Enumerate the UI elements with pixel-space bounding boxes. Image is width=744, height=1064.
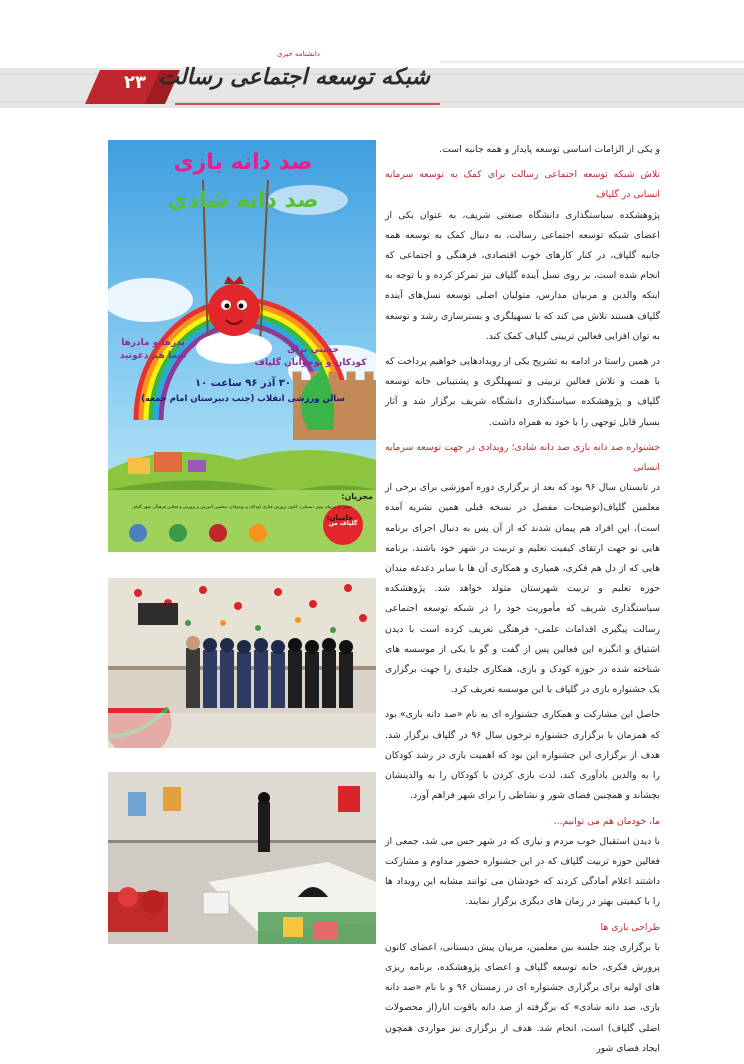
poster-venue: سالن ورزشی انقلاب (جنب دبیرستان امام جمعه) bbox=[141, 394, 345, 404]
article-paragraph-2: در همین راستا در ادامه به تشریح یکی از رویدادهایی خواهیم پرداخت که با همت و تلاش فعالین تربیتی و تسهیلگری و پشتیبانی خانه توسعه گلپاف و پژوهشکده سیاستگذاری دانشگاه شریف برگزار شد و آثار بسیار قابل توجهی را با خود به همراه داشت. bbox=[385, 356, 660, 428]
poster-invite-2: کودکان و نوجوانان گلپاف bbox=[254, 358, 367, 368]
article-paragraph-5: با دیدن استقبال خوب مردم و نیازی که در شهر حس می شد، جمعی از فعالین حوزه تربیت گلپاف که در این جشنواره حضور مداوم و مشارکت داشتند اعلام آمادگی کردند که خودشان می توانند مشابه این رویداد ها را با کیفیتی بهتر در زمان های دیگری برگزار نمایند. bbox=[385, 835, 660, 908]
magazine-title: شبکه توسعه اجتماعی رسالت bbox=[158, 64, 430, 90]
poster-organizers-text: جمعی از مربیان پیش دبستانی، کانون پرورش فکری کودکان و نوجوانان، معلمین آموزش و پرورش و فعالین فرهنگی شهر گلپاف bbox=[131, 504, 353, 509]
article-paragraph-6: با برگزاری چند جلسه بین معلمین، مربیان پیش دبستانی، اعضای کانون پرورش فکری، خانه توسعه گلپاف و اعضای پژوهشکده، برنامه ریزی های اولیه برای برگزاری جشنواره ای در زمستان ۹۶ و با نام «صد دانه بازی، صد دانه شادی» که برگرفته از صد دانه یاقوت انار(از محصولات اصلی گلپاف) است، انجام شد. هدف از برگزاری نیز مواردی همچون ایجاد فضای شور bbox=[385, 941, 661, 1054]
article-subheading-2: جشنواره صد دانه بازی صد دانه شادی؛ رویدادی در جهت توسعه سرمایه انسانی bbox=[385, 441, 660, 474]
poster-parents-1: پدرها و مادرها bbox=[121, 338, 185, 348]
poster-organizers-label: مجریان: bbox=[341, 492, 373, 501]
issue-label: دانشنامه خیری bbox=[276, 50, 320, 58]
article-paragraph-0: و یکی از الزامات اساسی توسعه پایدار و همه جانبه است. bbox=[439, 144, 660, 155]
poster-date: ۳۰ آذر ۹۶ ساعت ۱۰ bbox=[195, 378, 291, 389]
article-body bbox=[385, 140, 660, 1064]
article-subheading-3: ما، خودمان هم می توانیم... bbox=[553, 815, 660, 827]
article-paragraph-4: حاصل این مشارکت و همکاری جشنواره ای به نام «صد دانه بازی» بود که همزمان با برگزاری جشنواره ترخون سال ۹۶ در گلپاف برگزار شد. هدف از برگزاری این جشنواره این بود که اهمیت بازی در رشد کودکان را به والدین یادآوری کند، لذت بازی کردن با کودکان را به والدینشان بچشاند و همچنین فضای شور و نشاطی را برای شهر فراهم آورد. bbox=[385, 709, 661, 802]
poster-title-1: صد دانه بازی bbox=[173, 150, 313, 175]
workshop-photo-image bbox=[108, 772, 376, 944]
poster-invite-1: جشنی برای bbox=[287, 345, 339, 355]
festival-poster bbox=[108, 140, 376, 552]
poster-title-2: صد دانه شادی bbox=[167, 188, 319, 213]
poster-parents-2: شما هم دعوتید bbox=[119, 351, 187, 361]
workshop-photo bbox=[108, 772, 376, 944]
article-subheading-4: طراحی بازی ها bbox=[600, 921, 660, 933]
page-number: ۲۳ bbox=[124, 72, 146, 93]
poster-badge: گلپاف من bbox=[328, 520, 358, 527]
group-photo bbox=[108, 578, 376, 748]
article-subheading-1: تلاش شبکه توسعه اجتماعی رسالت برای کمک به توسعه سرمایه انسانی در گلپاف bbox=[385, 169, 660, 201]
article-paragraph-1: پژوهشکده سیاستگذاری دانشگاه صنعتی شریف، به عنوان یکی از اعضای شبکه توسعه اجتماعی رسالت، به دنبال کمک به توسعه همه جانبه گلپاف، در کنار کارهای خوب اقتصادی، فرهنگی و اجتماعی که انجام شده است، بر روی نسل آینده گلپاف نیز تمرکز کرده و با توجه به اینکه والدین و مربیان مدارس، متولیان اصلی توسعه نسل‌های آینده گلپاف هستند تلاش می کند که با تسهیلگری و بسترسازی رشد و توسعه به توان افزایی فعالین تربیتی گلپاف کمک کند. bbox=[385, 209, 660, 342]
poster-sponsors-label: حامیان: bbox=[326, 514, 353, 522]
article-paragraph-3: در تابستان سال ۹۶ بود که بعد از برگزاری دوره آموزشی برای برخی از معلمین گلپاف(توضیحات مفصل در نسخه قبلی همین نشریه آمده است)، این افراد هم پیمان شدند که از آن پس به دنبال اجرای برنامه هایی نو جهت ارتقای کیفیت تعلیم و تربیت در شهر خود باشند. برنامه هایی که از دل هم فکری، همیاری و همکاری آن ها با سایر دغدغه مندان حوزه تعلیم و تربیت شهرستان متولد خواهد شد. پژوهشکده سیاستگذاری شریف که مأموریت خود را در شبکه توسعه اجتماعی رسالت پیگیری اقدامات علمی- فرهنگی تعریف کرده است با دیدن اشتیاق و انگیزه این فعالین پس از گفت و گو با یکی از موسسه های شناخته شده در حوزه کودک و بازی، همکاری جلیدی را جهت برگزاری یک جشنواره بازی در گلپاف با این موسسه تعریف کرد. bbox=[385, 482, 661, 696]
group-photo-image bbox=[108, 578, 376, 748]
